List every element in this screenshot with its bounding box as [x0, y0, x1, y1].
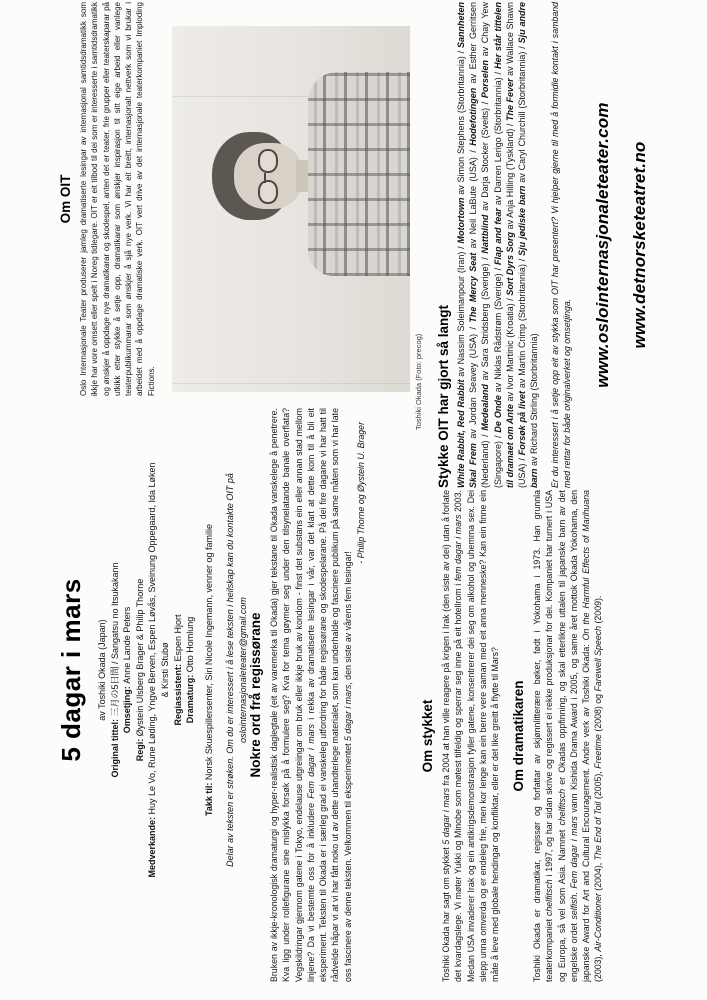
- about-play-body: Toshiki Okada har sagt om stykket 5 dagar i mars fra 2004 at han ville reagere på krigen i Irak (den siste av dei) utan å forlate det kvardagslege. Vi møter Yukki og Minobe som møtest tilfeldig og sperrar seg inne på eit hotellrom i fem dagar i mars 2003. Medan USA invaderer Irak og ein antikrigsdemonstrasjon fyller gatene, konsentrerer dei seg om alkohol og uhemma sex. Dei slepp unna omverda og er endeleg frie, men kor lenge kan ein berre vere saman med eit anna menneske? Kan ein finne ein måte å leve med globale hendingar og konfliktar, eller er det like greitt å flytte til Mars?: [441, 490, 501, 982]
- directors-note-attribution: - Philip Thorne og Øystein U. Brager: [356, 422, 367, 564]
- photo-caption: Toshiki Okada (Foto: precog): [414, 333, 423, 430]
- credits-block: [56, 355, 249, 985]
- okada-plaid-shirt: [308, 72, 410, 276]
- credit-line-dramaturg: Dramaturg: Otto Homlung: [185, 616, 196, 724]
- about-play-heading: Om stykket: [420, 699, 435, 773]
- credit-line-original-title: Original tittel: 三月の5日間 / Sangatsu no Itsukakann: [109, 562, 120, 778]
- directors-note-section: [248, 408, 366, 982]
- website-url-primary: www.oslointernasjonaleteater.com: [593, 102, 613, 388]
- credit-line-direction: Regi: Øystein Ulsberg Brager & Philip Thorne: [134, 578, 145, 762]
- past-productions-heading: Stykke OIT har gjort så langt: [436, 304, 451, 488]
- website-url-secondary: www.detnorsketeatret.no: [630, 141, 650, 349]
- credit-line-cast: Medverkande: Huy Le Vo, Rune Løding, Yngve Berven, Espen Løvås, Sveinung Oppegaard, Ida Løken: [147, 462, 158, 878]
- byline: av Toshiki Okada (Japan): [97, 619, 107, 721]
- credit-line-cast-2: & Kirsti Stubø: [159, 642, 170, 698]
- past-productions-section: [436, 2, 650, 488]
- about-playwright-section: [511, 490, 605, 982]
- cut-note-email: oslointernasjonaleteater@gmail.com: [237, 597, 248, 743]
- directors-note-body: Bruken av ikkje-kronologisk dramaturgi og hyper-realistisk daglegtale (eit av varemerka til Okada) gjer tekstane til Okada vanskelege å penetrere. Kva ligg under rollefigurane sine mislykka forsøk på å formulere seg? Kva for tema gøymer seg under den tilsynelatande banale overflata? Vegskildringar gjennom gatene i Tokyo, endelause utgreiingar om bruk eller ikkje bruk av kondom - finst det substans ein eller annan stad mellom linjene? Da vi bestemte oss for å inkludere Fem dagar i mars i rekka av dramatiserte lesingar i vår, var det klart at dette kom til å bli eit eksperiment. Teksten til Okada er i særleg grad ei vanskeleg utfordring for både regissørane og skodespelarane. På dei fire dagane vi har hatt til rådvelde håpar vi at vi har fått noko ut av dette uhandterlege materialet, som kan underhalde og fascinere publikum på same måten som vi har late oss fascinere av denne teksten. Velkommen til eksperimentet 5 dagar i mars, den siste av vårens fem lesingar!: [269, 408, 353, 982]
- credit-line-translation: Omsetjing: Anne Lande Peters: [122, 606, 133, 734]
- glasses-right-lens-icon: [258, 149, 278, 173]
- okada-face: [234, 143, 302, 209]
- about-playwright-heading: Om dramatikaren: [511, 680, 526, 792]
- about-play-section: [420, 490, 501, 982]
- glasses-left-lens-icon: [258, 180, 278, 204]
- past-productions-list: White Rabbit, Red Rabbit av Nassim Soleimanpour (Iran) / Motortown av Simon Stephens (Storbritannia) / Sannheten Skal Frem av Jordan Seavey (USA) / The Mercy Seat av Neil LaBute (USA) / Hodefotingen av Esther Gerritsen (Nederland) / Medealand av Sara Stridsberg (Sverige) / Nattblind av Darja Stocker (Sveits) / Porselen av Chay Yew (Singapore) / De Onde av Niklas Rådstrøm (Sverige) / Flap and fear av Darren Lerigo (Storbritannia) / Her står tittelen til dramaet om Ante av Ivor Martinic (Kroatia) / Sort Dyrs Sorg av Anja Hilling (Tyskland) / The Fever av Wallace Shawn (USA) / Forsøk på livet av Martin Crimp (Storbritannia) / Sju jødiske barn av Caryl Churchill (Storbritannia) / Sju andre barn av Richard Stirling (Storbritannia): [456, 1, 540, 488]
- directors-note-heading: Nokre ord frå regissørane: [248, 612, 263, 778]
- wall-seam-left: [172, 383, 410, 384]
- thanks-line: Takk til: Norsk Skuespillersenter, Siri Nicole Ingemann, venner og familie: [203, 524, 214, 816]
- cut-note-text: Delar av teksten er strøken. Om du er interessert i å lese teksten i heilskap kan du kontakte OIT på: [225, 473, 236, 867]
- okada-photo: [172, 26, 410, 392]
- about-playwright-body: Toshiki Okada er dramatikar, regissør og forfattar av skjønnlitterære bøker, født i Yokohama i 1973. Han grunnla teaterkompaniet chelfitsch i 1997, og har sidan skrive og regissert ei rekke produksjonar for dei. Kompaniet har turnert i USA og Europa, så vel som Asia. Namnet chelfitsch er Okadas oppfinning, og skal etterlikne uttalen til japanske barn av det engelske ordet selfish. Fem dagar i mars vann Kishida Drama Award i 2005, og same året mottok Okada Yokohama, den japanske Award for Art and Cultural Encouragement. Andre verk av Toshiki Okada: On the Harmful Effects of Marihuana (2003), Air-Conditioner (2004), The End of Toil (2005), Freetime (2008) og Farewell Speech (2009).: [532, 489, 604, 982]
- glasses-bridge-icon: [264, 173, 266, 183]
- om-oit-section: [58, 2, 157, 396]
- booking-note: Er du interessert i å setje opp eit av stykka som OIT har presentert? Vi hjelper gjerne til med å formidle kontakt i samband med rettar for både originalverket og omsetjinga.: [550, 2, 573, 488]
- om-oit-body: Oslo Internasjonale Teater produserer jamleg dramatiserte lesingar av internasjonal samtidsdramatikk som ikkje har vore omsett eller spelt i Noreg tidlegare. OIT er eit tilbod til dei som er interesserte i samtidsdramatikk og ønskjer å oppdage nye dramatikarar og skodespel, anten det er teater, frie grupper eller teaterskaparar på utkikk etter stykke å setje opp, dramatikarar som ønskjer inspirasjon til sitt eige arbeid eller vanlege teaterpublikummarar som ønskjer å sjå nye verk. Vi har eit breitt, internasjonalt nettverk som vi brukar i arbeidet med å oppdage dramatiske verk. OIT vert drive av det internasjonale teaterkompaniet Imploding Fictions.: [79, 2, 156, 396]
- om-oit-heading: Om OIT: [58, 174, 73, 224]
- cut-note: [224, 355, 248, 985]
- play-title: 5 dagar i mars: [56, 578, 86, 762]
- credit-line-assistant: Regiassistent: Espen Hjort: [172, 614, 183, 726]
